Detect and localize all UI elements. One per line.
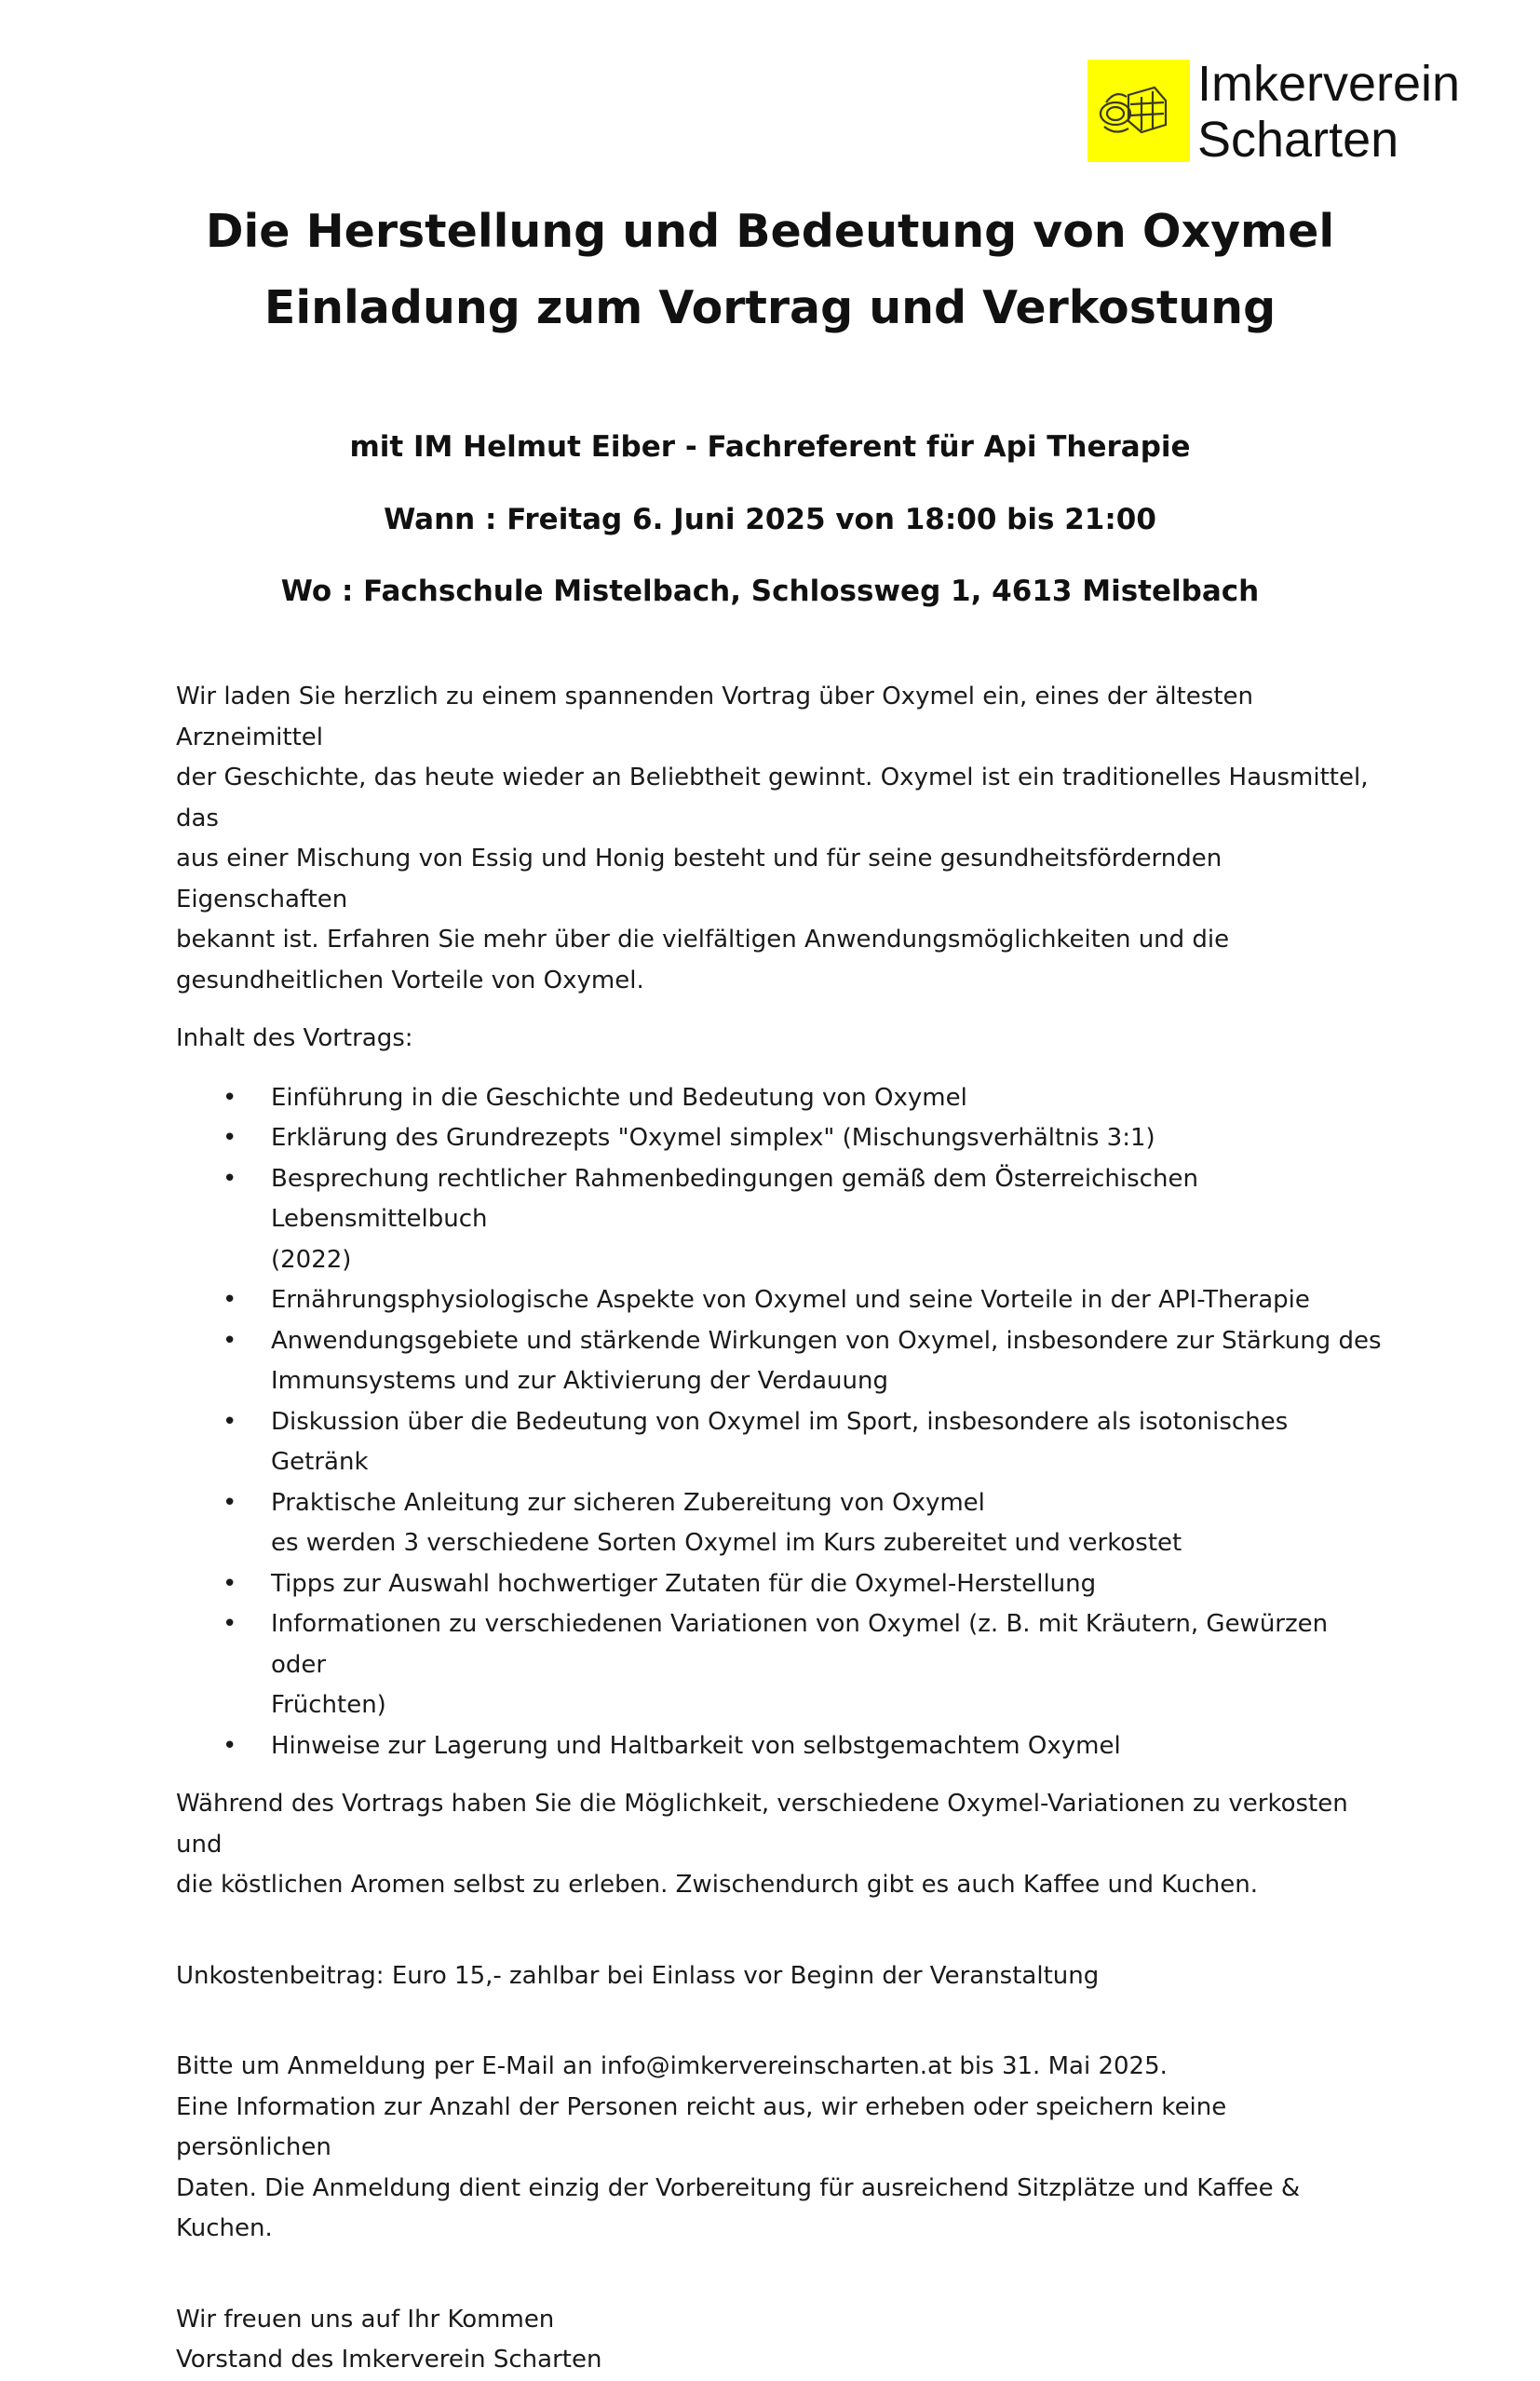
list-item [176,1402,1386,1483]
bullet-icon: • [223,1731,237,1760]
logo-line-1: Imkerverein [1197,56,1461,112]
list-item-text-continued: (2022) [271,1245,352,1274]
tasting-paragraph [176,1784,1386,1906]
bullet-icon: • [223,1124,237,1152]
bullet-icon: • [223,1083,237,1112]
bullet-icon: • [223,1164,237,1193]
list-item-text: Praktische Anleitung zur sicheren Zubereitung von Oxymel [271,1488,985,1517]
list-item-text-continued: es werden 3 verschiedene Sorten Oxymel im Kurs zubereitet und verkostet [271,1529,1182,1557]
bullet-icon: • [223,1569,237,1598]
contents-list [176,1078,1386,1767]
bullet-icon: • [223,1326,237,1355]
tasting-line: Während des Vortrags haben Sie die Möglichkeit, verschiedene Oxymel-Variationen zu verkosten und [176,1790,1348,1859]
intro-line: bekannt ist. Erfahren Sie mehr über die vielfältigen Anwendungsmöglichkeiten und die [176,926,1230,954]
bullet-icon: • [223,1286,237,1314]
list-item-text: Informationen zu verschiedenen Variationen von Oxymel (z. B. mit Kräutern, Gewürzen oder [271,1610,1329,1679]
list-item [176,1321,1386,1402]
bullet-icon: • [223,1610,237,1638]
closing-line: Wir freuen uns auf Ihr Kommen [176,2305,555,2334]
list-item [176,1726,1386,1767]
spacer [176,1906,1386,1956]
beehive-logo-icon [1087,60,1190,162]
list-item-text: Einführung in die Geschichte und Bedeutung von Oxymel [271,1083,967,1112]
registration-paragraph [176,2047,1386,2250]
spacer [176,2250,1386,2300]
club-logo [1087,56,1479,168]
speaker-line: mit IM Helmut Eiber - Fachreferent für Api Therapie [349,430,1191,464]
list-item-text: Ernährungsphysiologische Aspekte von Oxymel und seine Vorteile in der API-Therapie [271,1286,1310,1314]
list-item-text: Erklärung des Grundrezepts "Oxymel simplex" (Mischungsverhältnis 3:1) [271,1124,1155,1152]
list-item-text: Besprechung rechtlicher Rahmenbedingungen gemäß dem Österreichischen Lebensmittelbuch [271,1164,1198,1233]
list-item-text-continued: Immunsystems und zur Aktivierung der Verdauung [271,1367,888,1395]
intro-line: aus einer Mischung von Essig und Honig besteht und für seine gesundheitsfördernden Eigenschaften [176,845,1223,913]
registration-line: Bitte um Anmeldung per E-Mail an info@imkervereinscharten.at bis 31. Mai 2025. [176,2052,1168,2080]
bullet-icon: • [223,1407,237,1436]
location-line: Wo : Fachschule Mistelbach, Schlossweg 1, 4613 Mistelbach [280,575,1260,608]
bullet-icon: • [223,1488,237,1517]
list-item [176,1118,1386,1159]
list-item-text: Hinweise zur Lagerung und Haltbarkeit von selbstgemachtem Oxymel [271,1731,1121,1760]
registration-line: Daten. Die Anmeldung dient einzig der Vorbereitung für ausreichend Sitzplätze und Kaffee & Kuchen. [176,2173,1301,2242]
list-item [176,1483,1386,1564]
spacer [176,1996,1386,2047]
intro-line: Wir laden Sie herzlich zu einem spannenden Vortrag über Oxymel ein, eines der ältesten Arzneimittel [176,683,1254,751]
fee-paragraph: Unkostenbeitrag: Euro 15,- zahlbar bei Einlass vor Beginn der Veranstaltung [176,1961,1100,1990]
contents-heading: Inhalt des Vortrags: [176,1024,413,1052]
title-line-1: Die Herstellung und Bedeutung von Oxymel [205,205,1335,258]
list-item [176,1280,1386,1321]
closing-paragraph [176,2300,1386,2381]
tasting-line: die köstlichen Aromen selbst zu erleben. Zwischendurch gibt es auch Kaffee und Kuchen. [176,1871,1259,1899]
list-item [176,1159,1386,1281]
title-line-2: Einladung zum Vortrag und Verkostung [263,281,1277,334]
list-item-text-continued: Früchten) [271,1691,386,1719]
intro-line: der Geschichte, das heute wieder an Beliebtheit gewinnt. Oxymel ist ein traditionelles Hausmittel, das [176,764,1369,832]
list-item [176,1564,1386,1605]
list-item [176,1078,1386,1119]
logo-line-2: Scharten [1197,112,1399,168]
document-title [0,194,1540,346]
intro-paragraph [176,677,1386,1001]
list-item-text: Tipps zur Auswahl hochwertiger Zutaten für die Oxymel-Herstellung [271,1569,1097,1598]
list-item-text: Diskussion über die Bedeutung von Oxymel im Sport, insbesondere als isotonisches Getränk [271,1407,1289,1476]
intro-line: gesundheitlichen Vorteile von Oxymel. [176,966,644,994]
signature-line: Vorstand des Imkerverein Scharten [176,2346,602,2374]
date-time-line: Wann : Freitag 6. Juni 2025 von 18:00 bis 21:00 [384,503,1156,536]
list-item [176,1604,1386,1726]
body-content [176,677,1386,2381]
list-item-text: Anwendungsgebiete und stärkende Wirkungen von Oxymel, insbesondere zur Stärkung des [271,1326,1382,1355]
logo-wordmark [1197,56,1460,168]
registration-line: Eine Information zur Anzahl der Personen reicht aus, wir erheben oder speichern keine persönlichen [176,2092,1227,2161]
